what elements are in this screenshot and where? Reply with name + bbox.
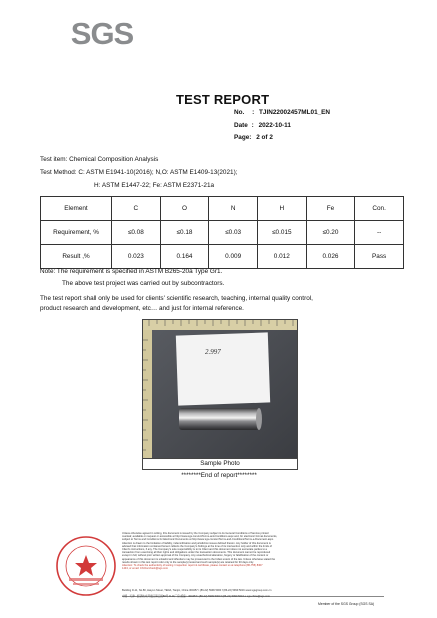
- table-cell: ≤0.08: [112, 221, 161, 245]
- table-cell: Result ,%: [41, 245, 112, 269]
- report-date-label: Date: [234, 122, 248, 129]
- test-method-line2: H: ASTM E1447-22; Fe: ASTM E2371-21a: [94, 182, 215, 189]
- table-cell: ≤0.015: [257, 221, 306, 245]
- fineprint-line: Unless otherwise agreed in writing, this document is issued by the Company subject to its General Conditions of Service printed: [122, 532, 269, 535]
- header-cell: Element: [41, 197, 112, 221]
- report-page-label: Page:: [234, 134, 252, 141]
- fineprint-line: results shown in this test report refer only to the sample(s) tested and such sample(s) are retained for 30 days only.: [122, 560, 254, 564]
- table-cell: ≤0.20: [306, 221, 355, 245]
- sgs-logo: [67, 17, 137, 49]
- report-number-label: No.: [234, 109, 245, 116]
- table-cell: Pass: [355, 245, 404, 269]
- report-number: No. : TJIN22002457ML01_EN: [234, 109, 331, 116]
- fineprint-line: Attention: To check the authenticity of testing / inspection report & certificate, please contact us at telephone:(86-755) 8307: [122, 564, 263, 568]
- table-cell: Requirement, %: [41, 221, 112, 245]
- fineprint-line: transaction from exercising all their rights and obligations under the transaction documents. This document cannot be reproduced: [122, 551, 271, 555]
- member-line: Member of the SGS Group (SGS SA): [318, 602, 375, 606]
- header-cell: N: [209, 197, 258, 221]
- table-row: [41, 245, 404, 269]
- note-subcontract: The above test project was carried out by subcontractors.: [62, 280, 225, 287]
- sgs-logo-text: SGS: [70, 17, 134, 49]
- table-cell: 0.026: [306, 245, 355, 269]
- address-english: Building D-11, No.80, Haiyun Street, TEDA, Tianjin, China 300457 t (86-22) 5999 5000 f (86-22) 5999 5016 www.sgsgroup.com.cn: [122, 589, 272, 592]
- fineprint-line: appearance of this document is unlawful and offenders may be prosecuted to the fullest extent of the law. Unless otherwise stated the: [122, 557, 276, 561]
- table-header-row: [41, 197, 404, 221]
- results-table: [40, 196, 404, 269]
- table-cell: ≤0.18: [160, 221, 209, 245]
- photo-caption: Sample Photo: [142, 458, 298, 470]
- table-cell: 0.023: [112, 245, 161, 269]
- disclaimer-line2: product research and development, etc… and just for internal reference.: [40, 305, 244, 312]
- terms-fineprint: [122, 532, 384, 570]
- fineprint-line: overleaf, available on request or accessible at http://www.sgs.com/en/Terms-and-Conditions.aspx and, for electronic format documents,: [122, 535, 278, 539]
- header-cell: O: [160, 197, 209, 221]
- address-chinese: 中国 · 天津 · 经济技术开发区海云街80号 D-11厂房 邮编：300457 t (86-22) 5999 5000 f (86-22) 5999 5016 e sgs.china@sgs.com: [122, 595, 271, 598]
- table-cell: --: [355, 221, 404, 245]
- fineprint-line: 1443, or email: CN.Doccheck@sgs.com: [122, 567, 169, 571]
- fineprint-line: except in full, without prior written approval of the Company. Any unauthorized alteration, forgery or falsification of the content or: [122, 554, 269, 558]
- test-method-line1: Test Method: C: ASTM E1941-10(2016); N,O: ASTM E1409-13(2021);: [40, 169, 238, 176]
- report-page: [234, 134, 273, 141]
- sample-photo: [142, 319, 298, 459]
- header-cell: Con.: [355, 197, 404, 221]
- table-row: [41, 221, 404, 245]
- fineprint-line: Client's instructions, if any. The Company's sole responsibility is to its Client and this document does not exonerate parties to a: [122, 548, 267, 552]
- header-cell: Fe: [306, 197, 355, 221]
- note-requirement: Note: The requirement is specified in ASTM B265-20a Type Gr1.: [40, 268, 223, 275]
- report-title: TEST REPORT: [176, 92, 270, 107]
- handwritten-label: 2.997: [205, 348, 221, 356]
- table-cell: 0.012: [257, 245, 306, 269]
- report-date: Date : 2022-10-11: [234, 122, 291, 129]
- table-cell: 0.164: [160, 245, 209, 269]
- disclaimer-line1: The test report shall only be used for clients' scientific research, teaching, internal quality control,: [40, 295, 313, 302]
- titanium-cylinder: [179, 408, 259, 430]
- report-number-value: TJIN22002457ML01_EN: [259, 109, 331, 116]
- report-page-value: 2 of 2: [256, 134, 273, 141]
- table-cell: ≤0.03: [209, 221, 258, 245]
- inspection-stamp: [55, 535, 117, 597]
- header-cell: C: [112, 197, 161, 221]
- end-of-report: ********End of report********: [181, 472, 257, 479]
- header-cell: H: [257, 197, 306, 221]
- fineprint-line: Attention is drawn to the limitation of liability, indemnification and jurisdiction issues defined therein. Any holder of this document is: [122, 541, 271, 545]
- fineprint-line: subject to Terms and Conditions for Electronic Documents at http://www.sgs.com/en/Terms-and-Conditions/Terms-e-Document.aspx.: [122, 538, 274, 542]
- sample-photo-image: [143, 320, 297, 458]
- report-date-value: 2022-10-11: [258, 122, 291, 129]
- table-cell: 0.009: [209, 245, 258, 269]
- fineprint-line: advised that information contained hereon reflects the Company's findings at the time of its intervention only and within the limits of: [122, 544, 272, 548]
- test-item: Test item: Chemical Composition Analysis: [40, 156, 159, 163]
